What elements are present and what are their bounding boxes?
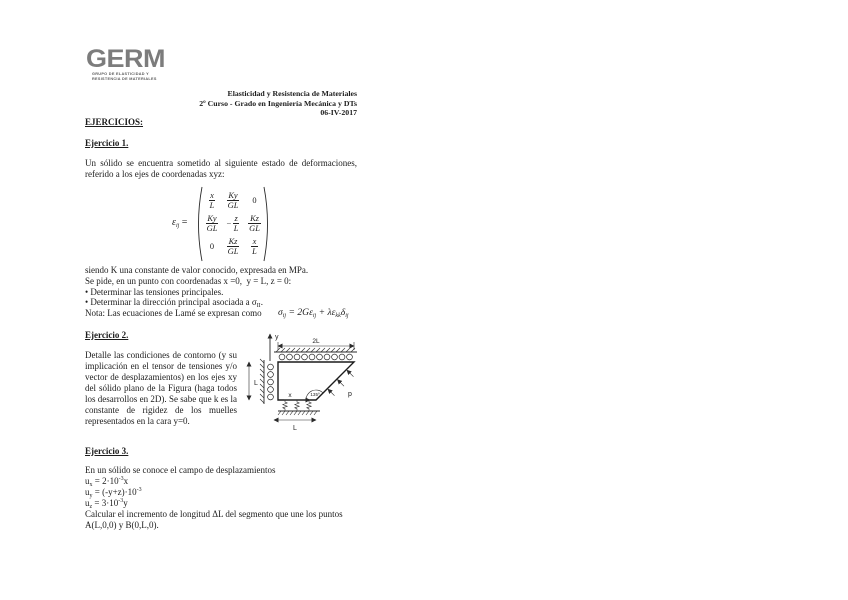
exercise-2-line: vector de desplazamientos) en los ejes xy (85, 371, 237, 382)
sigma-symbol: σ (278, 307, 283, 318)
exercise-3-question-line: A(L,0,0) y B(0,L,0). (85, 519, 159, 530)
strain-tensor-matrix (202, 189, 265, 258)
fraction-numerator: x (210, 191, 214, 200)
exercise-1-statement: siendo K una constante de valor conocido, expresada en MPa. (85, 264, 309, 275)
tensor-cell-23 (248, 214, 261, 233)
subscript: ij (282, 313, 287, 319)
y-axis-label: y (275, 334, 279, 341)
left-support-hatch (260, 394, 264, 398)
top-roller (324, 354, 330, 360)
top-support-hatch (321, 348, 325, 352)
tensor-value: 0 (252, 196, 257, 205)
top-dimension-label: 2L (312, 338, 320, 345)
minus-sign: − (226, 219, 232, 228)
left-support-hatch (260, 374, 264, 378)
tensor-value: 0 (209, 242, 215, 251)
fraction-numerator: Kz (250, 214, 259, 223)
logo-tagline-1: GRUPO DE ELASTICIDAD Y (92, 72, 149, 76)
spring (283, 400, 287, 410)
exam-date: 06-IV-2017 (320, 108, 357, 117)
left-support-hatch (260, 379, 264, 383)
exercise-1-intro-line: Un sólido se encuentra sometido al siguiente estado de deformaciones, (85, 157, 357, 168)
fraction (209, 191, 216, 210)
ground-hatch (298, 411, 301, 415)
delta-symbol: δ (340, 307, 346, 318)
exercise-2-line: los desarrollos en 2D). Se sabe que k es la (85, 393, 237, 404)
exercise-1-bullet-2 (85, 297, 263, 308)
left-support-hatch (260, 399, 264, 403)
top-support-hatch (316, 348, 320, 352)
tensor-cell-31 (210, 242, 214, 251)
ground-hatch (314, 411, 317, 415)
displacement-uz (85, 498, 128, 509)
top-roller (294, 354, 300, 360)
fraction-denominator: GL (249, 224, 260, 233)
subscript: kk (335, 313, 341, 319)
tensor-cell-21 (206, 214, 219, 233)
ground-hatch (282, 411, 285, 415)
left-roller (268, 372, 274, 378)
exercise-2-line: constante de rigidez de los muelles (85, 404, 237, 415)
bullet-end: . (260, 296, 263, 307)
top-roller (317, 354, 323, 360)
top-support-hatch (341, 348, 345, 352)
exponent: -3 (136, 487, 142, 493)
tensor-cell-33 (251, 237, 258, 256)
left-support-hatch (260, 364, 264, 368)
top-support-hatch (351, 348, 355, 352)
tensor-cell-11 (209, 191, 216, 210)
logo-tagline-2: RESISTENCIA DE MATERIALES (92, 76, 157, 81)
exercise-1-bullet-1: • Determinar las tensiones principales. (85, 286, 224, 297)
displacement-variable: x (123, 475, 129, 486)
fraction (227, 237, 240, 256)
top-roller (332, 354, 338, 360)
fraction-denominator: GL (227, 201, 239, 210)
fraction-denominator: GL (206, 224, 218, 233)
ground-hatch (286, 411, 289, 415)
top-support-hatch (291, 348, 295, 352)
fraction-numerator: Kz (228, 237, 238, 246)
boundary-conditions-figure (240, 330, 370, 435)
displacement-variable: y (123, 497, 128, 508)
displacement-symbol: u (85, 475, 90, 486)
top-roller (309, 354, 315, 360)
lame-formula (278, 307, 349, 318)
angle-label: 135º (310, 392, 320, 397)
epsilon-symbol: ε (331, 307, 336, 318)
logo-mark: GERM (86, 45, 165, 73)
top-support-hatch (301, 348, 305, 352)
ground-hatch (306, 411, 309, 415)
pressure-arrow (347, 370, 354, 377)
top-roller (287, 354, 293, 360)
left-support-hatch (260, 389, 264, 393)
fraction-denominator: L (252, 247, 257, 256)
exercise-2-line: del sólido plano de la Figura (haga todos (85, 382, 237, 393)
x-axis-label: x (288, 392, 292, 399)
bullet-text: • Determinar la dirección principal asociada a (85, 296, 252, 307)
top-support-hatch (311, 348, 315, 352)
exercise-1-intro-line: referido a los ejes de coordenadas xyz: (85, 168, 225, 179)
note-prefix: Nota: Las ecuaciones de Lamé se expresan como (85, 307, 262, 318)
top-support-hatch (331, 348, 335, 352)
left-support-hatch (260, 384, 264, 388)
subject-title: Elasticidad y Resistencia de Materiales (227, 89, 357, 98)
displacement-expression: = (-y+z)·10 (92, 486, 137, 497)
fraction (251, 237, 258, 256)
exercise-2-title: Ejercicio 2. (85, 329, 129, 340)
left-support-hatch (260, 359, 264, 363)
displacement-expression: = 3·10 (92, 497, 119, 508)
left-roller (268, 394, 274, 400)
subscript: x (89, 481, 93, 488)
fraction (233, 214, 240, 233)
top-support-hatch (336, 348, 340, 352)
exercise-1-note (85, 308, 360, 319)
top-support-hatch (281, 348, 285, 352)
tensor-cell-32 (227, 237, 240, 256)
exponent: -3 (118, 476, 124, 482)
pressure-arrow (328, 389, 335, 396)
displacement-symbol: u (85, 497, 90, 508)
bottom-dimension-label: L (293, 425, 297, 432)
top-support-hatch (346, 348, 350, 352)
tensor-cell-22 (227, 214, 240, 233)
formula-term: + λ (316, 307, 332, 318)
spring (295, 400, 299, 410)
subscript: y (89, 492, 93, 499)
left-roller (268, 387, 274, 393)
exercise-3-question-line: Calcular el incremento de longitud ΔL del segmento que une los puntos (85, 508, 343, 519)
displacement-expression: = 2·10 (92, 475, 119, 486)
fraction-numerator: Ky (228, 191, 238, 200)
equals-sign: = (179, 217, 188, 228)
course-line: 2º Curso - Grado en Ingeniería Mecánica y DTs (199, 98, 357, 108)
ground-hatch (310, 411, 313, 415)
spring (307, 400, 311, 410)
displacement-uy (85, 487, 142, 498)
top-roller (279, 354, 285, 360)
germ-logo (86, 45, 165, 81)
exercise-2-line: representados en la cara y=0. (85, 415, 190, 426)
formula-term: = 2G (286, 307, 310, 318)
ground-hatch (290, 411, 293, 415)
fraction-numerator: z (234, 214, 238, 223)
subscript: z (89, 503, 93, 510)
sigma-subscript: II (256, 302, 261, 309)
subscript: ij (345, 313, 349, 319)
ground-hatch (278, 411, 281, 415)
top-support-hatch (296, 348, 300, 352)
fraction-numerator: x (252, 237, 257, 246)
displacement-symbol: u (85, 486, 90, 497)
left-roller (268, 379, 274, 385)
exercise-1-title: Ejercicio 1. (85, 137, 129, 148)
exercise-1-request: Se pide, en un punto con coordenadas x =0, y = L, z = 0: (85, 275, 292, 286)
top-support-hatch (326, 348, 330, 352)
exponent: -3 (118, 498, 124, 504)
fraction-denominator: L (209, 201, 215, 210)
ground-hatch (302, 411, 305, 415)
top-roller (339, 354, 345, 360)
fraction-numerator: Ky (207, 214, 217, 223)
pressure-arrow (337, 380, 344, 387)
tensor-cell-12 (227, 191, 240, 210)
subscript: ij (312, 313, 317, 319)
top-roller (347, 354, 353, 360)
epsilon-symbol: ε (172, 217, 176, 228)
epsilon-symbol: ε (309, 307, 313, 318)
fraction-denominator: GL (227, 247, 239, 256)
sigma-symbol: σ (251, 296, 257, 307)
displacement-ux (85, 476, 128, 487)
top-support-hatch (306, 348, 310, 352)
left-dimension-label: L (254, 380, 258, 387)
strain-tensor-label (172, 217, 187, 229)
pressure-label: p (348, 391, 352, 398)
top-roller (302, 354, 308, 360)
exercise-3-intro: En un sólido se conoce el campo de desplazamientos (85, 464, 276, 475)
exercise-2-line: Detalle las condiciones de contorno (y su (85, 349, 237, 360)
section-title: EJERCICIOS: (85, 116, 144, 127)
ground-hatch (294, 411, 297, 415)
exercise-3-title: Ejercicio 3. (85, 445, 129, 456)
tensor-subscript: ij (175, 223, 180, 229)
fraction-denominator: L (233, 224, 239, 233)
fraction (248, 214, 261, 233)
exercise-2-line: implicación en el tensor de tensiones y/o (85, 360, 237, 371)
fraction (227, 191, 240, 210)
top-support-hatch (286, 348, 290, 352)
exam-header (150, 89, 357, 118)
left-support-hatch (260, 369, 264, 373)
left-roller (268, 364, 274, 370)
tensor-cell-13 (252, 196, 256, 205)
fraction (206, 214, 219, 233)
